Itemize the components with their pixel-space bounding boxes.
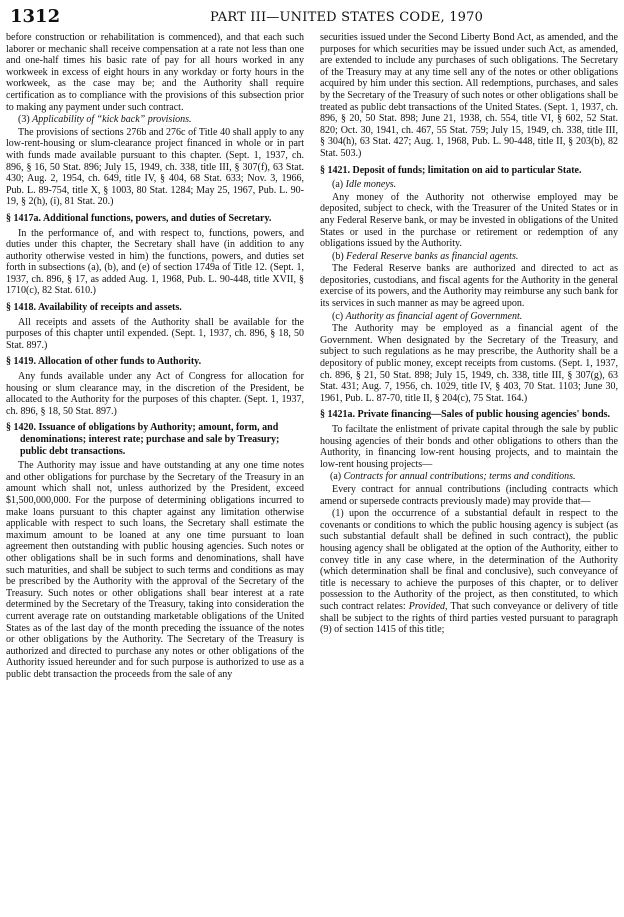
page-header [10, 4, 614, 32]
section-heading-1421: § 1421. Deposit of funds; limitation on aid to particular State. [320, 164, 582, 176]
section-heading-1419: § 1419. Allocation of other funds to Authority. [6, 356, 202, 368]
paragraph: The Authority may issue and have outstanding at any one time notes and other obligations for purchase by the Secretary of the Treasury in an amount which shall not, unless authorized by the President, exceed $1,500,000,000. For the purpose of determining obligations incurred to make loans pursuant to this chapter against any limitation otherwise applicable with respect to such loans, the Secretary shall estimate the maximum amount to be loaned at any one time pursuant to loan agreement then outstanding with public housing agencies. Such notes or other obligations shall be in such forms and denominations, shall have such maturities, and shall be subject to such terms and conditions as may be prescribed by the Authority with the approval of the Secretary of the Treasury. Such notes or other obligations shall bear interest at a rate determined by the Secretary of the Treasury, taking into consideration the current average rate on outstanding marketable obligations of the United States as of the last day of the month preceding the issuance of the notes or other obligations by the Authority. The Secretary of the Treasury is authorized and directed to purchase any notes or other obligations of the Authority issued hereunder and for such purpose is authorized to use as a public debt transaction the proceeds from the sale of any [6, 460, 304, 680]
subsection-title: Authority as financial agent of Government. [345, 310, 523, 322]
paragraph [320, 508, 618, 636]
subsection-label: (b) [332, 250, 347, 262]
subsection-title: Applicability of “kick back” provisions. [32, 114, 192, 126]
section-heading-1418: § 1418. Availability of receipts and assets. [6, 302, 182, 314]
subsection-label: (c) [332, 310, 346, 322]
paragraph: Any money of the Authority not otherwise employed may be deposited, subject to check, with the Treasurer of the United States or in any Federal Reserve bank, or may be invested in obligations of the United States or used in the purchase or retirement or redemption of any obligations issued by the Authority. [320, 191, 618, 250]
subsection-label: (3) [18, 114, 33, 126]
clause-text: That such conveyance or delivery of title shall be subject to the rights of third parties vested pursuant to paragraph (9) of section 1415 of this title; [320, 600, 618, 636]
subsection-title: Federal Reserve banks as financial agents. [346, 250, 519, 262]
subsection-heading [320, 471, 618, 483]
clause-text: (1) upon the occurrence of a substantial default in respect to the covenants or conditions to which the public housing agency is subject (as such substantial default shall be defined in such contract), the public housing agency shall be obligated at the option of the Authority, either to convey title in any case where, in the determination of the Authority (which determination shall be final and conclusive), such conveyance of title is necessary to achieve the purposes of this chapter, or to deliver possession to the Authority of the project, as then constituted, to which such contract relates: [320, 508, 618, 612]
subsection-heading [320, 311, 618, 323]
right-column [320, 32, 618, 914]
paragraph: In the performance of, and with respect to, functions, powers, and duties under this chapter, the Secretary shall have (in addition to any authority otherwise vested in him) the functions, powers, and duties set forth in subsections (a), (b), and (e) of section 1749a of Title 12. (Sept. 1, 1937, ch. 896, § 17, as added Aug. 1, 1968, Pub. L. 90-448, title XVII, § 1710(c), 82 Stat. 610.) [6, 227, 304, 297]
subsection-title: Idle moneys. [345, 179, 397, 191]
section-heading-1417a: § 1417a. Additional functions, powers, and duties of Secretary. [6, 212, 272, 224]
subsection-title: Contracts for annual contributions; terms and conditions. [343, 471, 576, 483]
subsection-heading [6, 114, 304, 126]
paragraph: Every contract for annual contributions (including contracts which amend or supersede contracts previously made) may provide that— [320, 483, 618, 507]
paragraph: The provisions of sections 276b and 276c of Title 40 shall apply to any low-rent-housing or slum-clearance project financed in whole or in part with funds made available pursuant to this chapter. (Sept. 1, 1937, ch. 896, § 16, 50 Stat. 896; July 15, 1949, ch. 338, title III, § 307(f), 63 Stat. 430; Aug. 2, 1954, ch. 649, title IV, § 404, 68 Stat. 633; Nov. 3, 1966, Pub. L. 89-754, title X, § 1003, 80 Stat. 1284; May 25, 1967, Pub. L. 90-19, § 2(h), (i), 81 Stat. 20.) [6, 126, 304, 208]
section-heading-1420: § 1420. Issuance of obligations by Authority; amount, form, and denominations; interest rate; purchase and sale by Treasury; public debt transactions. [6, 422, 280, 457]
subsection-heading [320, 251, 618, 263]
paragraph: before construction or rehabilitation is commenced), and that each such laborer or mechanic shall receive compensation at a rate not less than one and one-half times his basic rate of pay for all hours worked in any workweek in excess of eight hours in any workday or forty hours in the workweek, as the case may be; and the Authority shall require certification as to compliance with the provisions of this subsection prior to making any payment under such contract. [6, 32, 304, 113]
paragraph: The Federal Reserve banks are authorized and directed to act as depositories, custodians, and fiscal agents for the Authority in the general exercise of its powers, and the Authority may reimburse any such bank for its services in such manner as may be agreed upon. [320, 263, 618, 310]
proviso-word: Provided, [408, 600, 448, 612]
paragraph: The Authority may be employed as a financial agent of the Government. When designated by the Secretary of the Treasury, and subject to such regulations as he may prescribe, the Authority shall be a depository of public money, except receipts from customs. (Sept. 1, 1937, ch. 896, § 21, 50 Stat. 898; July 15, 1949, ch. 338, title III, § 307(g), 63 Stat. 431; Aug. 7, 1956, ch. 1029, title IV, § 403, 70 Stat. 1103; June 30, 1961, Pub. L. 87-70, title II, § 204(c), 75 Stat. 164.) [320, 323, 618, 404]
subsection-label: (a) [332, 179, 346, 191]
page-number: 1312 [10, 6, 61, 27]
subsection-label: (a) [330, 471, 344, 483]
section-heading-1421a: § 1421a. Private financing—Sales of public housing agencies' bonds. [320, 409, 611, 421]
paragraph: Any funds available under any Act of Congress for allocation for housing or slum clearance may, in the discretion of the President, be allocated to the Authority for the purposes of this chapter. (Sept. 1, 1937, ch. 896, § 18, 50 Stat. 897.) [6, 371, 304, 417]
paragraph: All receipts and assets of the Authority shall be available for the purposes of this chapter until expended. (Sept. 1, 1937, ch. 896, § 18, 50 Stat. 897.) [6, 316, 304, 351]
running-title: PART III—UNITED STATES CODE, 1970 [210, 10, 484, 25]
left-column [6, 32, 304, 914]
paragraph: securities issued under the Second Liberty Bond Act, as amended, and the purposes for which securities may be issued under such Act, as amended, are extended to include any purchases of such obligations. The Secretary of the Treasury may at any time sell any of the notes or other obligations acquired by him under this section. All redemptions, purchases, and sales by the Secretary of the Treasury of such notes or other obligations shall be treated as public debt transactions of the United States. (Sept. 1, 1937, ch. 896, § 20, 50 Stat. 898; June 21, 1938, ch. 554, title VI, § 602, 52 Stat. 820; Oct. 30, 1941, ch. 467, 55 Stat. 759; July 15, 1949, ch. 338, title III, § 304(h), 63 Stat. 427; Aug. 1, 1968, Pub. L. 90-448, title II, § 203(b), 82 Stat. 503.) [320, 32, 618, 159]
subsection-heading [320, 179, 618, 191]
paragraph: To faciltate the enlistment of private capital through the sale by public housing agencies of their bonds and other obligations to others than the Authority, in financing low-rent housing projects, and to maintain the low-rent housing projects— [320, 424, 618, 470]
